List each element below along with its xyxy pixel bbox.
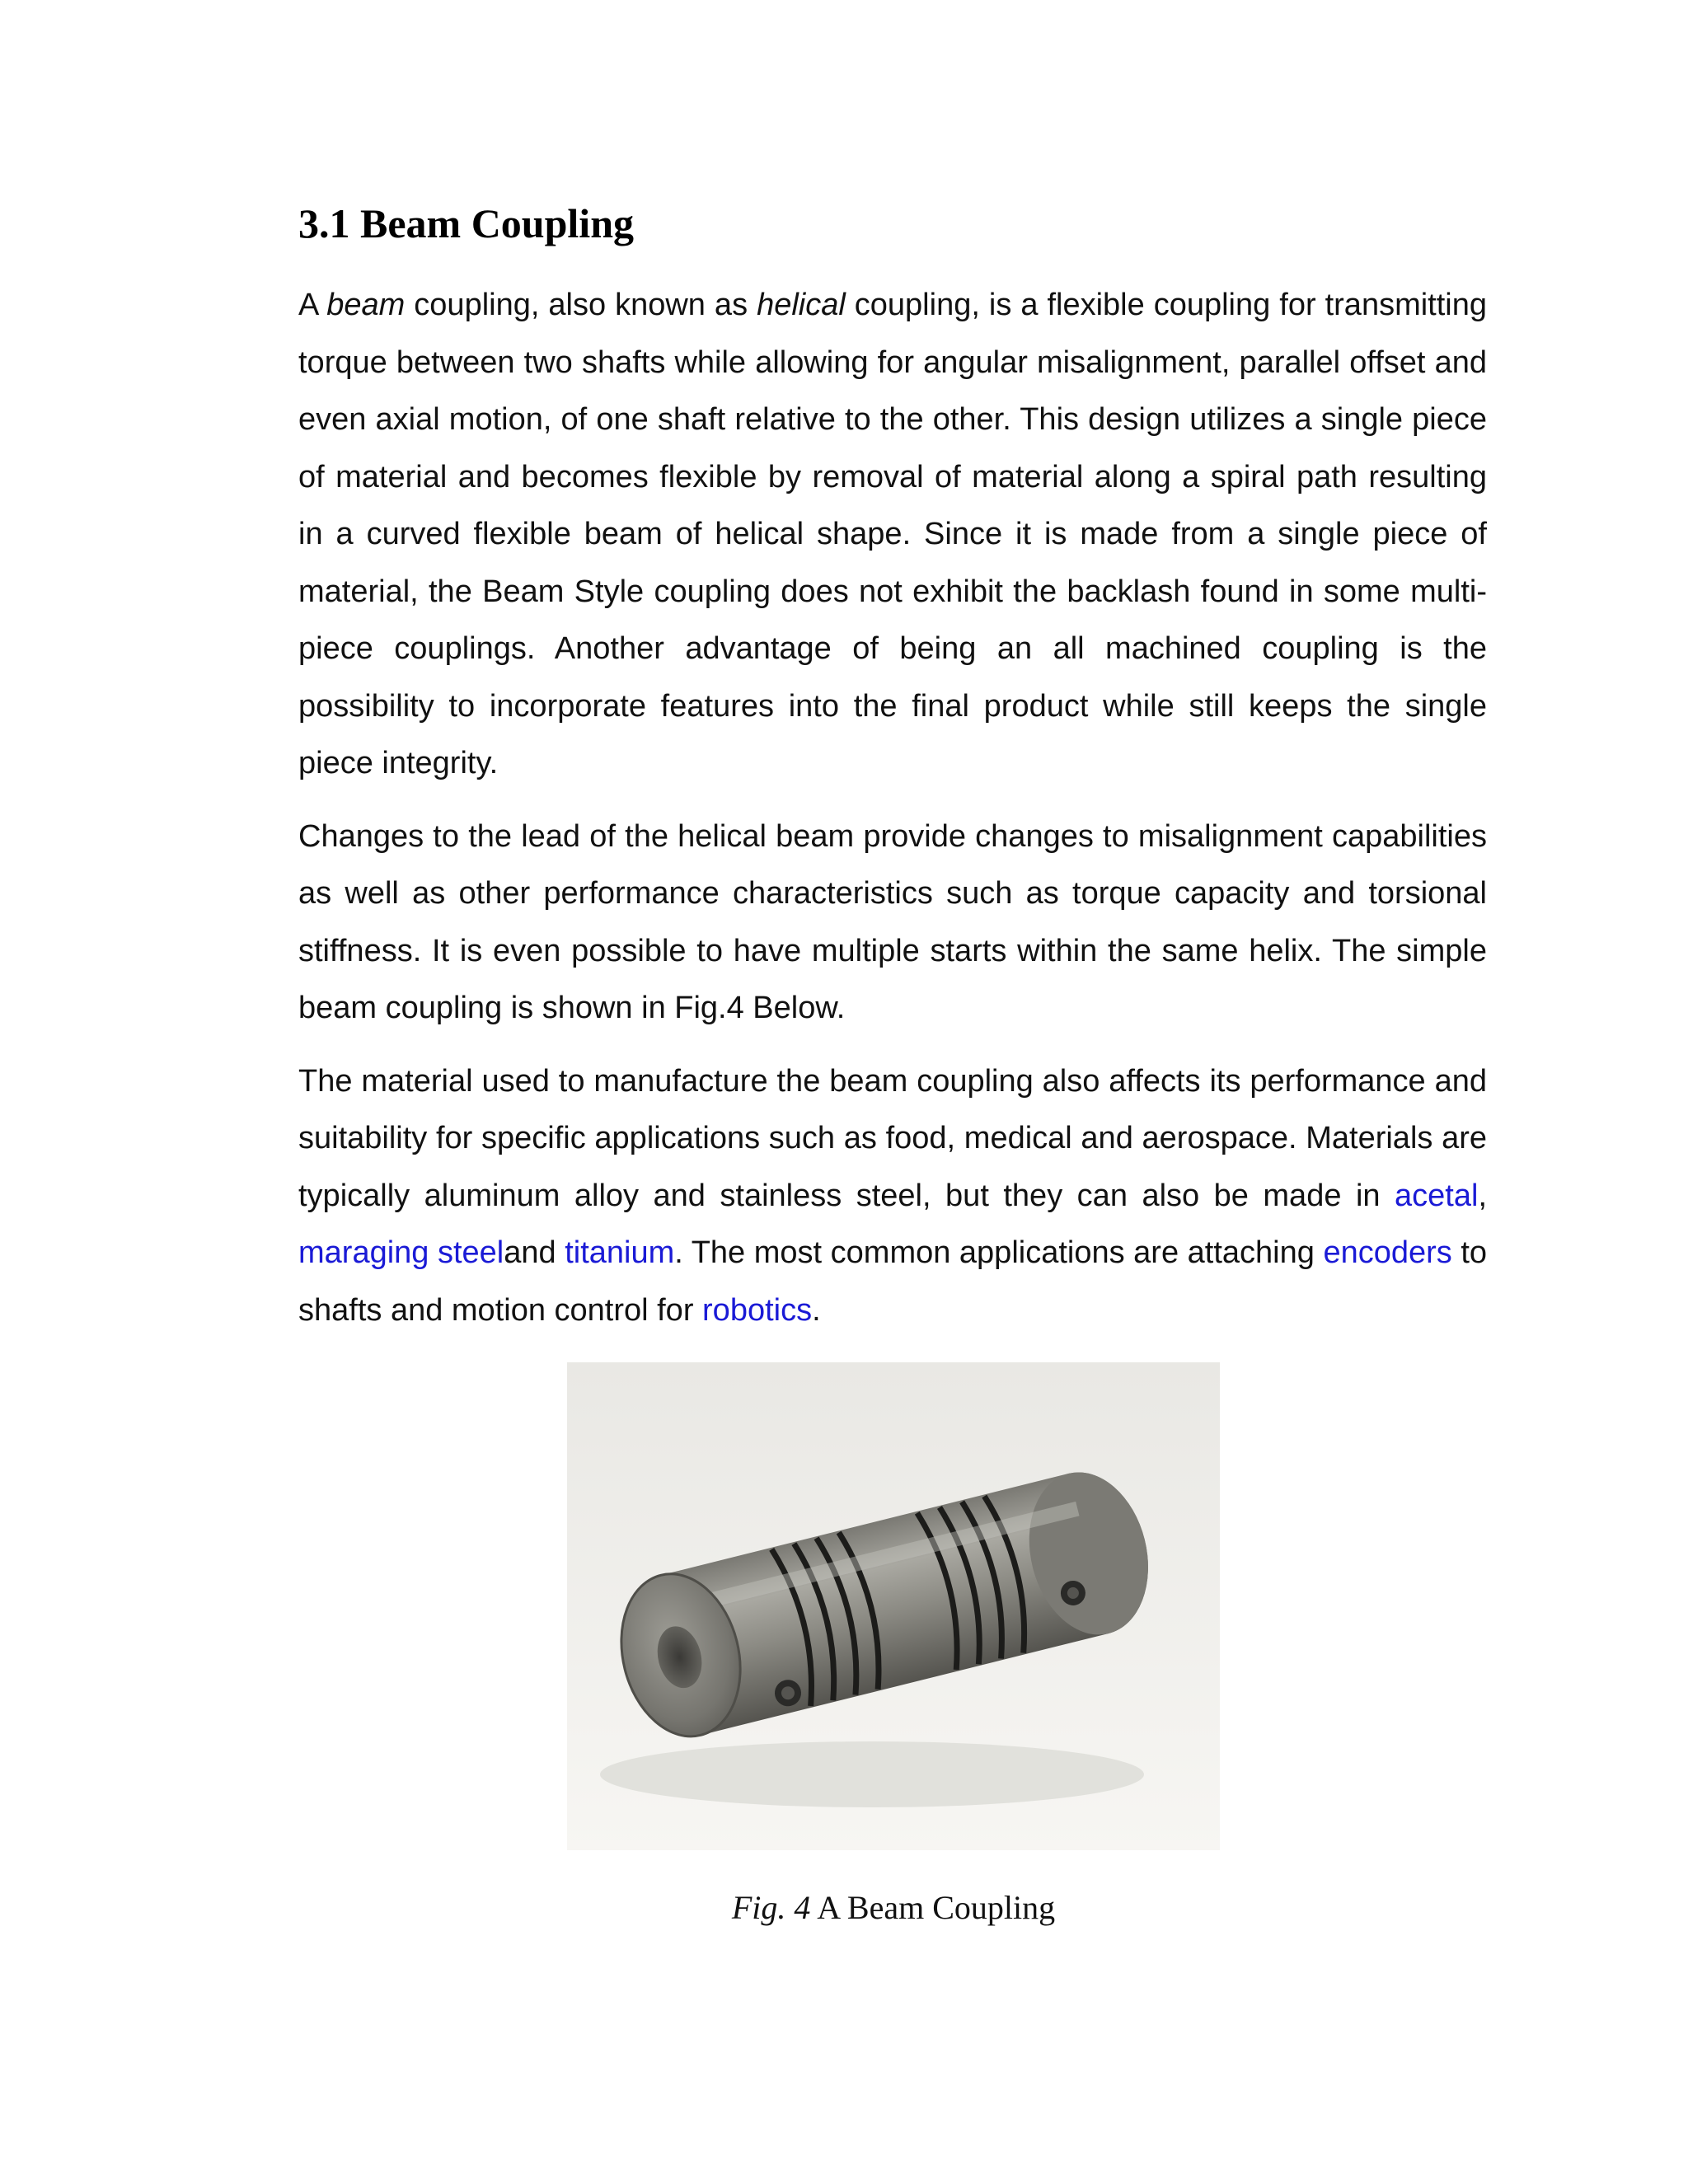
paragraph-intro: [298, 277, 1487, 793]
link-maraging-steel[interactable]: maraging steel: [298, 1235, 504, 1270]
materials-sep-1: ,: [1478, 1178, 1487, 1213]
section-heading: 3.1 Beam Coupling: [298, 200, 635, 246]
figure-beam-coupling: [567, 1362, 1220, 1850]
materials-end: .: [812, 1292, 821, 1328]
figure-caption: [0, 1885, 1688, 1931]
materials-text-1: The material used to manufacture the beam coupling also affects its performance and suitability for specific applications such as food, medical and aerospace. Materials are typically aluminum alloy and stainless steel, but they can also be made in: [298, 1063, 1487, 1213]
materials-text-2: . The most common applications are attaching: [674, 1235, 1324, 1270]
beam-coupling-image: [567, 1362, 1220, 1850]
content-column: [298, 194, 1487, 1355]
term-beam: beam: [326, 288, 406, 322]
intro-text-1: coupling, also known as: [405, 288, 757, 322]
caption-text: A Beam Coupling: [810, 1889, 1056, 1926]
intro-lead: A: [298, 288, 327, 322]
term-helical: helical: [757, 288, 846, 322]
materials-text-3: to shafts and motion control for: [298, 1235, 1488, 1328]
link-titanium[interactable]: titanium: [565, 1235, 675, 1270]
caption-label: Fig. 4: [731, 1889, 811, 1926]
paragraph-materials: [298, 1053, 1487, 1340]
paragraph-lead-changes: Changes to the lead of the helical beam provide changes to misalignment capabilities as well as other performance characteristics such as torque capacity and torsional stiffness. It is even possible to have multiple starts within the same helix. The simple beam coupling is shown in Fig.4 Below.: [298, 818, 1487, 1025]
materials-sep-2: and: [504, 1235, 565, 1270]
link-acetal[interactable]: acetal: [1395, 1178, 1479, 1213]
link-robotics[interactable]: robotics: [702, 1292, 813, 1328]
intro-text-2: coupling, is a flexible coupling for transmitting torque between two shafts while allowing for angular misalignment, parallel offset and even axial motion, of one shaft relative to the other. This design utilizes a single piece of material and becomes flexible by removal of material along a spiral path resulting in a curved flexible beam of helical shape. Since it is made from a single piece of material, the Beam Style coupling does not exhibit the backlash found in some multi-piece couplings. Another advantage of being an all machined coupling is the possibility to incorporate features into the final product while still keeps the single piece integrity.: [298, 288, 1487, 780]
link-encoders[interactable]: encoders: [1323, 1235, 1452, 1270]
